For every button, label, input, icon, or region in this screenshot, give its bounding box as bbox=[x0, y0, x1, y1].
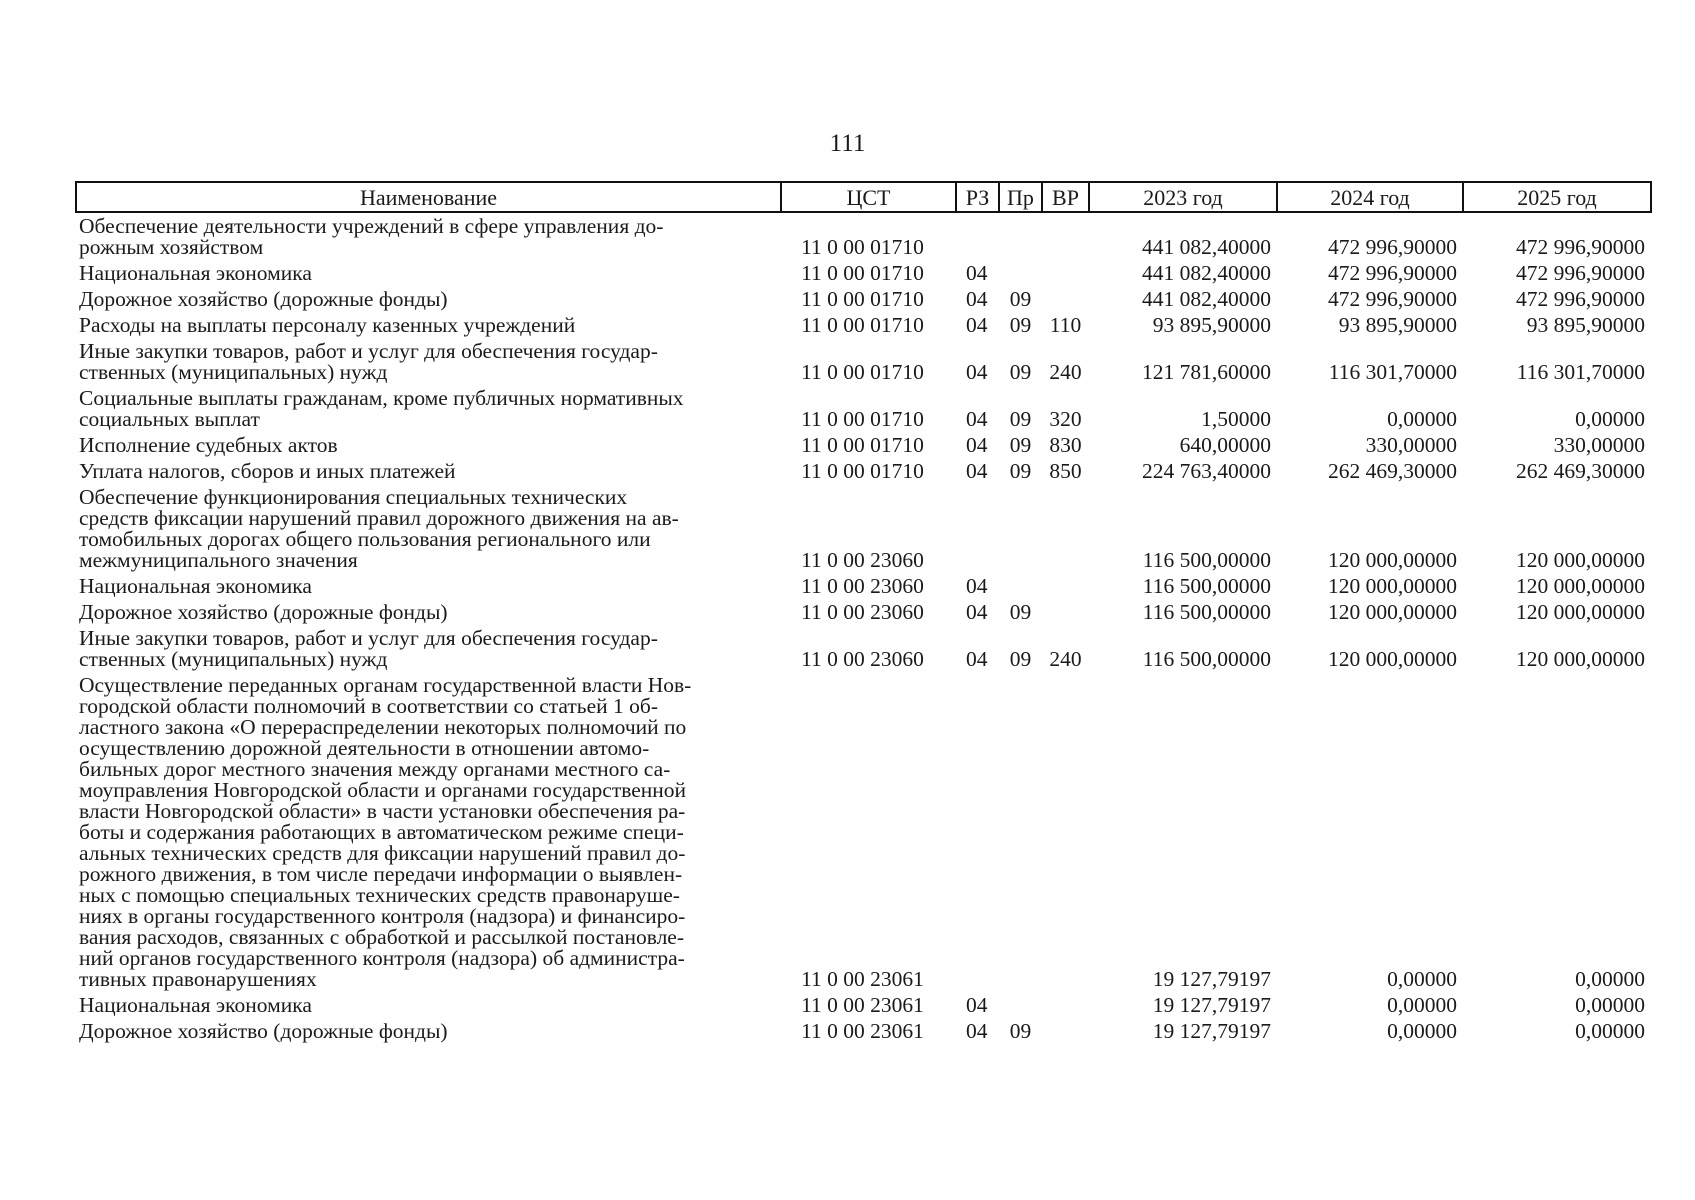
row-cst: 11 0 00 01710 bbox=[801, 433, 924, 457]
row-value-2025: 0,00000 bbox=[1575, 967, 1645, 991]
row-value-2024: 0,00000 bbox=[1387, 407, 1457, 431]
row-pr: 09 bbox=[1009, 459, 1032, 483]
table-header bbox=[76, 182, 1651, 212]
row-pr: 09 bbox=[1009, 287, 1032, 311]
row-value-2023: 116 500,00000 bbox=[1142, 647, 1271, 671]
row-value-2023: 121 781,60000 bbox=[1142, 360, 1271, 384]
table-row bbox=[76, 388, 1651, 435]
row-value-2025: 472 996,90000 bbox=[1516, 261, 1645, 285]
row-name: Осуществление переданных органам государственной власти Нов- городской области полномочий в соответствии со статьей 1 об- ластного закона «О перераспределении некоторых полномочий по осуществлению дорожной деятельности в отношении автомо- бильных дорог местного значения между органами местного са- моуправления Новгородской области и органами государственной власти Новгородской области» в части установки обеспечения ра- боты и содержания работающих в автоматическом режиме специ- альных технических средств для фиксации нарушений правил до- рожного движения, в том числе передачи информации о выявлен- ных с помощью специальных технических средств правонаруше- ниях в органы государственного контроля (надзора) и финансиро- вания расходов, связанных с обработкой и рассылкой постановле- ний органов государственного контроля (надзора) об администра- тивных правонарушениях bbox=[79, 673, 692, 991]
row-rz: 04 bbox=[966, 1019, 988, 1043]
row-cst: 11 0 00 23060 bbox=[801, 647, 924, 671]
row-cst: 11 0 00 01710 bbox=[801, 313, 924, 337]
row-pr: 09 bbox=[1009, 1019, 1032, 1043]
row-value-2023: 640,00000 bbox=[1179, 433, 1271, 457]
row-pr: 09 bbox=[1009, 433, 1032, 457]
table-row bbox=[76, 263, 1651, 289]
header-rz: РЗ bbox=[956, 182, 999, 212]
row-cst: 11 0 00 01710 bbox=[801, 287, 924, 311]
row-value-2023: 19 127,79197 bbox=[1152, 1019, 1271, 1043]
row-name: Дорожное хозяйство (дорожные фонды) bbox=[79, 600, 448, 624]
header-2023: 2023 год bbox=[1089, 182, 1277, 212]
table-row bbox=[76, 212, 1651, 263]
row-rz: 04 bbox=[966, 459, 988, 483]
row-value-2024: 0,00000 bbox=[1387, 993, 1457, 1017]
row-cst: 11 0 00 23060 bbox=[801, 574, 924, 598]
row-value-2025: 120 000,00000 bbox=[1516, 600, 1645, 624]
table-row bbox=[76, 576, 1651, 602]
row-name: Иные закупки товаров, работ и услуг для обеспечения государ- ственных (муниципальных) нужд bbox=[79, 626, 658, 671]
row-vr: 830 bbox=[1049, 433, 1082, 457]
header-vr: ВР bbox=[1042, 182, 1089, 212]
row-value-2024: 472 996,90000 bbox=[1328, 235, 1457, 259]
row-pr bbox=[999, 487, 1042, 576]
row-value-2023: 116 500,00000 bbox=[1142, 548, 1271, 572]
row-pr: 09 bbox=[1009, 407, 1032, 431]
row-vr bbox=[1042, 263, 1089, 289]
row-value-2023: 19 127,79197 bbox=[1152, 967, 1271, 991]
row-cst: 11 0 00 01710 bbox=[801, 407, 924, 431]
row-cst: 11 0 00 23061 bbox=[801, 1019, 924, 1043]
row-value-2023: 19 127,79197 bbox=[1152, 993, 1271, 1017]
row-value-2024: 330,00000 bbox=[1365, 433, 1457, 457]
row-value-2023: 93 895,90000 bbox=[1152, 313, 1271, 337]
row-pr: 09 bbox=[1009, 647, 1032, 671]
row-rz: 04 bbox=[966, 600, 988, 624]
table-row bbox=[76, 995, 1651, 1021]
row-name: Расходы на выплаты персоналу казенных учреждений bbox=[79, 313, 576, 337]
row-rz bbox=[956, 675, 999, 995]
row-rz: 04 bbox=[966, 574, 988, 598]
header-pr: Пр bbox=[999, 182, 1042, 212]
row-pr bbox=[999, 576, 1042, 602]
row-value-2025: 120 000,00000 bbox=[1516, 647, 1645, 671]
table-row bbox=[76, 289, 1651, 315]
row-vr bbox=[1042, 1021, 1089, 1047]
row-vr bbox=[1042, 487, 1089, 576]
row-value-2023: 1,50000 bbox=[1201, 407, 1271, 431]
table-row bbox=[76, 487, 1651, 576]
row-vr: 110 bbox=[1049, 313, 1082, 337]
row-value-2025: 472 996,90000 bbox=[1516, 287, 1645, 311]
page-number: 111 bbox=[829, 130, 866, 157]
row-value-2024: 0,00000 bbox=[1387, 1019, 1457, 1043]
row-pr: 09 bbox=[1009, 600, 1032, 624]
row-value-2024: 120 000,00000 bbox=[1328, 600, 1457, 624]
row-value-2023: 441 082,40000 bbox=[1142, 235, 1271, 259]
row-value-2025: 0,00000 bbox=[1575, 1019, 1645, 1043]
table-row bbox=[76, 315, 1651, 341]
table-row bbox=[76, 675, 1651, 995]
row-name: Уплата налогов, сборов и иных платежей bbox=[79, 459, 456, 483]
table-row bbox=[76, 1021, 1651, 1047]
row-rz: 04 bbox=[966, 360, 988, 384]
row-value-2023: 441 082,40000 bbox=[1142, 287, 1271, 311]
row-rz: 04 bbox=[966, 433, 988, 457]
row-cst: 11 0 00 23060 bbox=[801, 548, 924, 572]
row-vr bbox=[1042, 212, 1089, 263]
budget-table bbox=[75, 181, 1652, 1047]
row-value-2025: 262 469,30000 bbox=[1516, 459, 1645, 483]
row-rz: 04 bbox=[966, 313, 988, 337]
row-cst: 11 0 00 01710 bbox=[801, 459, 924, 483]
table-body bbox=[76, 212, 1651, 1047]
row-rz: 04 bbox=[966, 407, 988, 431]
row-rz bbox=[956, 212, 999, 263]
row-name: Обеспечение деятельности учреждений в сфере управления до- рожным хозяйством bbox=[79, 214, 664, 259]
table-row bbox=[76, 628, 1651, 675]
row-cst: 11 0 00 01710 bbox=[801, 360, 924, 384]
row-rz: 04 bbox=[966, 261, 988, 285]
row-name: Исполнение судебных актов bbox=[79, 433, 338, 457]
row-vr: 850 bbox=[1049, 459, 1082, 483]
row-cst: 11 0 00 23060 bbox=[801, 600, 924, 624]
row-value-2024: 472 996,90000 bbox=[1328, 287, 1457, 311]
row-value-2023: 441 082,40000 bbox=[1142, 261, 1271, 285]
table-row bbox=[76, 435, 1651, 461]
row-vr: 240 bbox=[1049, 647, 1082, 671]
row-name: Социальные выплаты гражданам, кроме публичных нормативных социальных выплат bbox=[79, 386, 684, 431]
row-value-2024: 120 000,00000 bbox=[1328, 548, 1457, 572]
row-cst: 11 0 00 23061 bbox=[801, 967, 924, 991]
row-vr bbox=[1042, 289, 1089, 315]
header-2024: 2024 год bbox=[1277, 182, 1463, 212]
row-value-2025: 0,00000 bbox=[1575, 993, 1645, 1017]
header-cst: ЦСТ bbox=[781, 182, 956, 212]
table-row bbox=[76, 602, 1651, 628]
row-name: Дорожное хозяйство (дорожные фонды) bbox=[79, 287, 448, 311]
row-value-2025: 93 895,90000 bbox=[1526, 313, 1645, 337]
row-vr bbox=[1042, 576, 1089, 602]
header-name: Наименование bbox=[76, 182, 781, 212]
row-rz: 04 bbox=[966, 993, 988, 1017]
row-name: Национальная экономика bbox=[79, 574, 312, 598]
row-value-2025: 120 000,00000 bbox=[1516, 548, 1645, 572]
row-rz: 04 bbox=[966, 287, 988, 311]
table-row bbox=[76, 461, 1651, 487]
row-name: Дорожное хозяйство (дорожные фонды) bbox=[79, 1019, 448, 1043]
row-vr bbox=[1042, 602, 1089, 628]
row-vr: 320 bbox=[1049, 407, 1082, 431]
row-pr bbox=[999, 675, 1042, 995]
row-value-2024: 116 301,70000 bbox=[1328, 360, 1457, 384]
row-vr: 240 bbox=[1049, 360, 1082, 384]
row-value-2023: 224 763,40000 bbox=[1142, 459, 1271, 483]
row-value-2025: 472 996,90000 bbox=[1516, 235, 1645, 259]
header-row bbox=[76, 182, 1651, 212]
row-value-2024: 262 469,30000 bbox=[1328, 459, 1457, 483]
row-name: Национальная экономика bbox=[79, 261, 312, 285]
row-value-2024: 120 000,00000 bbox=[1328, 574, 1457, 598]
row-pr bbox=[999, 212, 1042, 263]
row-name: Национальная экономика bbox=[79, 993, 312, 1017]
row-value-2025: 116 301,70000 bbox=[1516, 360, 1645, 384]
row-cst: 11 0 00 01710 bbox=[801, 261, 924, 285]
row-value-2025: 120 000,00000 bbox=[1516, 574, 1645, 598]
row-cst: 11 0 00 23061 bbox=[801, 993, 924, 1017]
row-pr bbox=[999, 263, 1042, 289]
row-value-2024: 93 895,90000 bbox=[1338, 313, 1457, 337]
row-pr: 09 bbox=[1009, 313, 1032, 337]
row-value-2023: 116 500,00000 bbox=[1142, 600, 1271, 624]
row-pr: 09 bbox=[1009, 360, 1032, 384]
row-value-2025: 330,00000 bbox=[1553, 433, 1645, 457]
row-vr bbox=[1042, 675, 1089, 995]
row-name: Обеспечение функционирования специальных технических средств фиксации нарушений правил дорожного движения на ав- томобильных дорогах общего пользования регионального или межмуниципального значения bbox=[79, 485, 679, 572]
row-rz: 04 bbox=[966, 647, 988, 671]
row-rz bbox=[956, 487, 999, 576]
row-value-2024: 120 000,00000 bbox=[1328, 647, 1457, 671]
row-cst: 11 0 00 01710 bbox=[801, 235, 924, 259]
row-value-2024: 472 996,90000 bbox=[1328, 261, 1457, 285]
row-name: Иные закупки товаров, работ и услуг для обеспечения государ- ственных (муниципальных) нужд bbox=[79, 339, 658, 384]
row-value-2025: 0,00000 bbox=[1575, 407, 1645, 431]
row-vr bbox=[1042, 995, 1089, 1021]
header-2025: 2025 год bbox=[1463, 182, 1651, 212]
row-value-2023: 116 500,00000 bbox=[1142, 574, 1271, 598]
table-row bbox=[76, 341, 1651, 388]
row-pr bbox=[999, 995, 1042, 1021]
row-value-2024: 0,00000 bbox=[1387, 967, 1457, 991]
